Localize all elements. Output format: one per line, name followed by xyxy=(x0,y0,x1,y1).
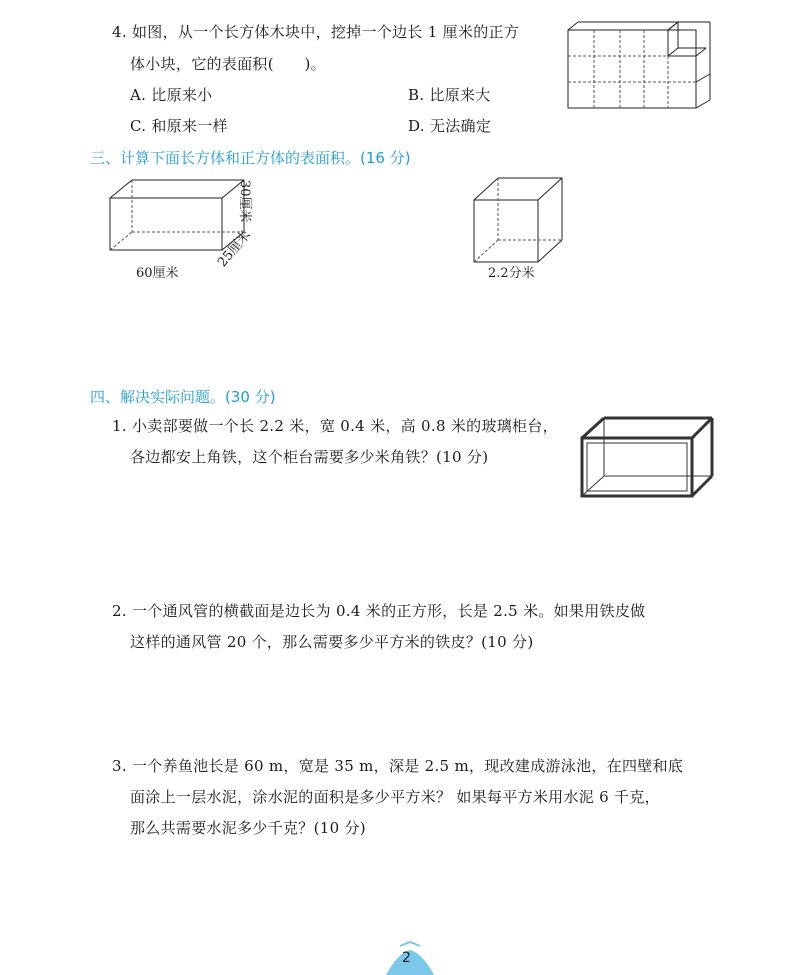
cube-edge-label: 2.2分米 xyxy=(488,266,535,281)
q4-stem-line1: 4. 如图，从一个长方体木块中，挖掉一个边长 1 厘米的正方 xyxy=(112,23,520,41)
q4-option-c: C. 和原来一样 xyxy=(130,117,228,135)
q4-option-b: B. 比原来大 xyxy=(408,86,491,104)
problem2-line2: 这样的通风管 20 个，那么需要多少平方米的铁皮？(10 分) xyxy=(130,633,534,651)
q4-stem-line2: 体小块，它的表面积( )。 xyxy=(130,55,326,73)
problem1-line2: 各边都安上角铁，这个柜台需要多少米角铁？(10 分) xyxy=(130,448,489,466)
section3-heading: 三、计算下面长方体和正方体的表面积。(16 分) xyxy=(90,149,411,167)
q4-option-d: D. 无法确定 xyxy=(408,117,492,135)
problem3-line3: 那么共需要水泥多少千克？(10 分) xyxy=(130,819,366,837)
glass-counter-figure xyxy=(578,414,718,500)
problem3-line2: 面涂上一层水泥，涂水泥的面积是多少平方米？ 如果每平方米用水泥 6 千克， xyxy=(130,788,660,806)
cuboid-width-label: 25厘米 xyxy=(215,227,254,271)
q4-notched-cuboid-figure xyxy=(564,18,714,114)
cuboid-height-label: 30厘米 xyxy=(237,180,252,223)
page-number: 2 xyxy=(402,950,411,966)
q4-option-a: A. 比原来小 xyxy=(130,86,213,104)
problem1-line1: 1. 小卖部要做一个长 2.2 米，宽 0.4 米，高 0.8 米的玻璃柜台， xyxy=(112,417,558,435)
section4-heading: 四、解决实际问题。(30 分) xyxy=(90,388,276,406)
problem2-line1: 2. 一个通风管的横截面是边长为 0.4 米的正方形，长是 2.5 米。如果用铁皮做 xyxy=(112,602,646,620)
cube-figure xyxy=(470,174,574,268)
problem3-line1: 3. 一个养鱼池长是 60 m，宽是 35 m，深是 2.5 m，现改建成游泳池，在四壁和底 xyxy=(112,757,684,775)
cuboid-length-label: 60厘米 xyxy=(136,266,179,281)
